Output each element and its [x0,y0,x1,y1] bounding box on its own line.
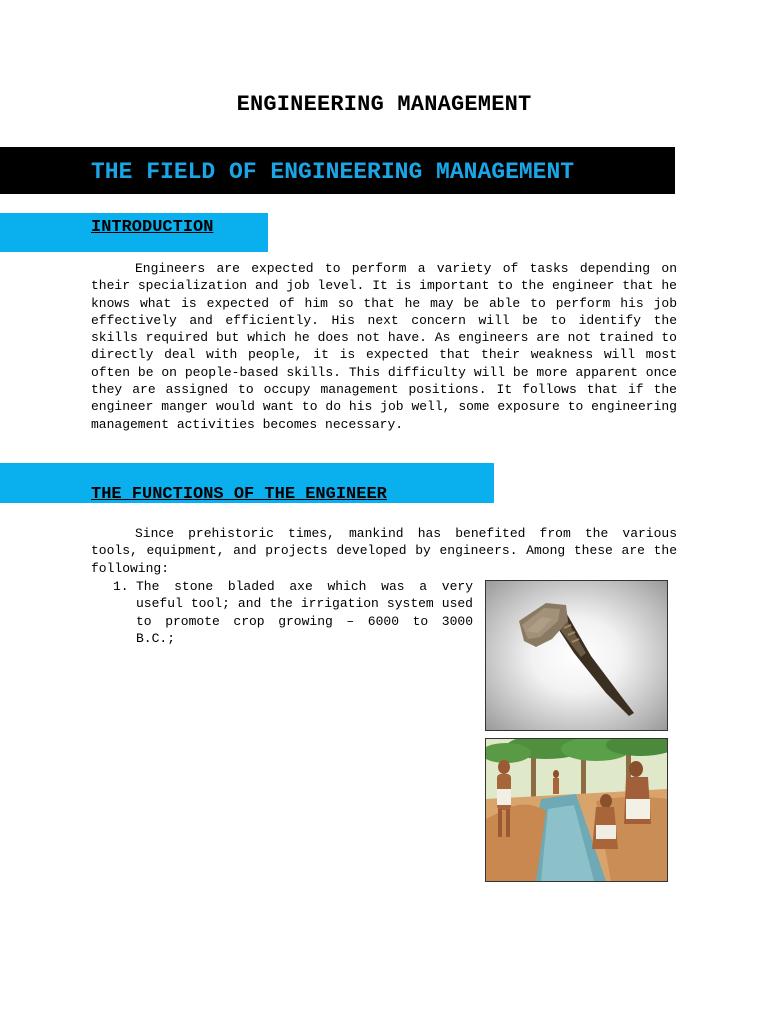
list-item-text: The stone bladed axe which was a very useful tool; and the irrigation system used to promote crop growing – 6000 to 3000 B.C.; [136,579,473,646]
introduction-paragraph: Engineers are expected to perform a variety of tasks depending on their specialization and job level. It is important to the engineer that he knows what is expected of him so that he may be able to perform his job effectively and efficiently. His next concern will be to identify the skills required but which he does not have. As engineers are not trained to directly deal with people, it is expected that their weakness will most often be on people-based skills. This difficulty will be more apparent once they are assigned to occupy management positions. It follows that if the engineer manger would want to do his job well, some exposure to engineering management activities becomes necessary. [91,261,677,432]
stone-axe-image [485,580,668,731]
functions-heading: THE FUNCTIONS OF THE ENGINEER [91,485,387,504]
list-item-number: 1. [113,579,129,594]
stone-axe-icon [486,581,667,730]
irrigation-image [485,738,668,882]
irrigation-scene-icon [486,739,667,881]
document-title: ENGINEERING MANAGEMENT [236,92,532,117]
functions-list [91,578,473,647]
list-item [91,578,473,647]
section-banner [0,147,675,194]
section-banner-title: THE FIELD OF ENGINEERING MANAGEMENT [91,159,575,185]
functions-paragraph: Since prehistoric times, mankind has benefited from the various tools, equipment, and projects developed by engineers. Among these are the following: [91,526,677,576]
introduction-heading: INTRODUCTION [91,218,214,237]
